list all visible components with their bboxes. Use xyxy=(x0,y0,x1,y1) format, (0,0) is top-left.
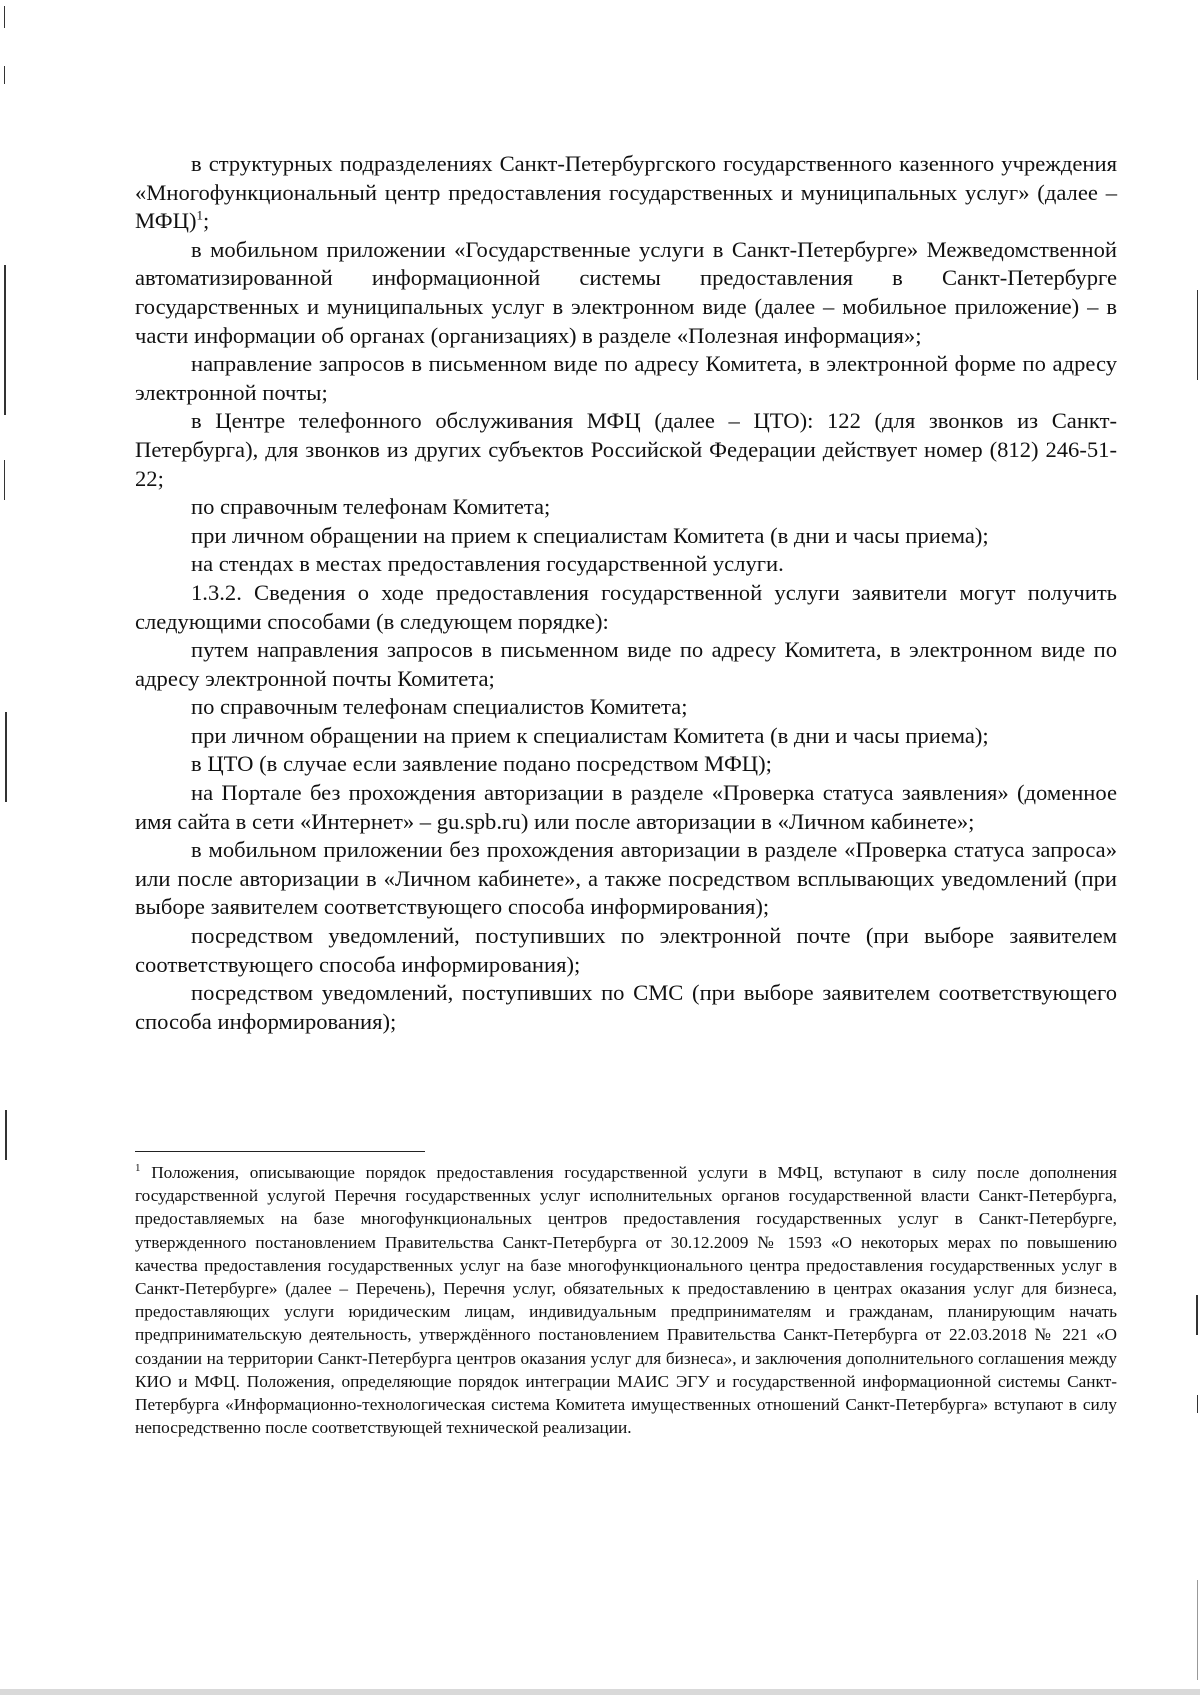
paragraph-section-1-3-2: 1.3.2. Сведения о ходе предоставления государственной услуги заявители могут получить следующими способами (в следующем порядке): xyxy=(135,579,1117,634)
paragraph-committee-phones: по справочным телефонам Комитета; xyxy=(191,494,551,520)
paragraph-tail: ; xyxy=(202,208,210,234)
paragraph-portal: на Портале без прохождения авторизации в разделе «Проверка статуса заявления» (доменное имя сайта в сети «Интернет» – gu.spb.ru) или после авторизации в «Личном кабинете»; xyxy=(135,780,1117,834)
footnote-reference: 1 xyxy=(196,207,203,223)
scan-mark-left-4 xyxy=(4,460,5,500)
footnote xyxy=(135,1161,1117,1439)
scan-mark-left-1 xyxy=(4,6,5,28)
paragraph-mfc xyxy=(135,150,1117,236)
scan-mark-left-6 xyxy=(5,1110,7,1160)
main-text xyxy=(135,150,1117,1036)
paragraph-mobile-app: в мобильном приложении «Государственные услуги в Санкт-Петербурге» Межведомственной автоматизированной информационной системы предоставления в Санкт-Петербурге государственных и муниципальных услуг в электронном виде (далее – мобильное приложение) – в части информации об органах (организациях) в разделе «Полезная информация»; xyxy=(135,236,1117,348)
paragraph-cto: в ЦТО (в случае если заявление подано посредством МФЦ); xyxy=(191,751,772,777)
paragraph-sms-notifications: посредством уведомлений, поступивших по СМС (при выборе заявителем соответствующего способа информирования); xyxy=(135,980,1117,1034)
paragraph-written-requests: направление запросов в письменном виде по адресу Комитета, в электронной форме по адресу электронной почты; xyxy=(135,351,1117,405)
scan-mark-left-2 xyxy=(4,66,5,84)
scan-mark-right-1 xyxy=(1197,290,1198,380)
paragraph-text: в структурных подразделениях Санкт-Петербургского государственного казенного учреждения «Многофункциональный центр предоставления государственных и муниципальных услуг» (далее – МФЦ) xyxy=(135,151,1117,234)
scan-mark-right-3 xyxy=(1197,1395,1198,1413)
footnote-divider xyxy=(135,1151,425,1152)
scan-mark-left-3 xyxy=(4,265,6,415)
scan-mark-right-4 xyxy=(1197,1580,1198,1680)
paragraph-personal-visit: при личном обращении на прием к специалистам Комитета (в дни и часы приема); xyxy=(191,522,989,548)
paragraph-call-center: в Центре телефонного обслуживания МФЦ (далее – ЦТО): 122 (для звонков из Санкт-Петербурга), для звонков из других субъектов Российской Федерации действует номер (812) 246-51-22; xyxy=(135,408,1117,491)
scan-mark-left-5 xyxy=(5,712,7,802)
paragraph-mobile-status: в мобильном приложении без прохождения авторизации в разделе «Проверка статуса запроса» или после авторизации в «Личном кабинете», а также посредством всплывающих уведомлений (при выборе заявителем соответствующего способа информирования); xyxy=(135,837,1117,920)
paragraph-stands: на стендах в местах предоставления государственной услуги. xyxy=(191,551,784,577)
footnote-marker: 1 xyxy=(135,1162,141,1175)
footnote-text: Положения, описывающие порядок предоставления государственной услуги в МФЦ, вступают в силу после дополнения государственной услугой Перечня государственных услуг исполнительных органов государственной власти Санкт-Петербурга, предоставляемых на базе многофункциональных центров предоставления государственных услуг в Санкт-Петербурге, утвержденного постановлением Правительства Санкт-Петербурга от 30.12.2009 № 1593 «О некоторых мерах по повышению качества предоставления государственных услуг на базе многофункционального центра предоставления государственных услуг в Санкт-Петербурге» (далее – Перечень), Перечня услуг, обязательных к предоставлению в центрах оказания услуг для бизнеса, предоставляющих услуги юридическим лицам, индивидуальным предпринимателям и гражданам, планирующим начать предпринимательскую деятельность, утверждённого постановлением Правительства Санкт-Петербурга от 22.03.2018 № 221 «О создании на территории Санкт-Петербурга центров оказания услуг для бизнеса», и заключения дополнительного соглашения между КИО и МФЦ. Положения, определяющие порядок интеграции МАИС ЭГУ и государственной информационной системы Санкт-Петербурга «Информационно-технологическая система Комитета имущественных отношений Санкт-Петербурга» вступают в силу непосредственно после соответствующей технической реализации. xyxy=(135,1163,1117,1438)
paragraph-personal-visit-2: при личном обращении на прием к специалистам Комитета (в дни и часы приема); xyxy=(191,722,989,748)
scan-mark-right-2 xyxy=(1196,1295,1198,1335)
paragraph-specialist-phones: по справочным телефонам специалистов Комитета; xyxy=(191,694,688,720)
paragraph-written-status-requests: путем направления запросов в письменном виде по адресу Комитета, в электронном виде по адресу электронной почты Комитета; xyxy=(135,637,1117,691)
scan-bottom-edge xyxy=(0,1689,1200,1695)
paragraph-email-notifications: посредством уведомлений, поступивших по электронной почте (при выборе заявителем соответствующего способа информирования); xyxy=(135,923,1117,977)
